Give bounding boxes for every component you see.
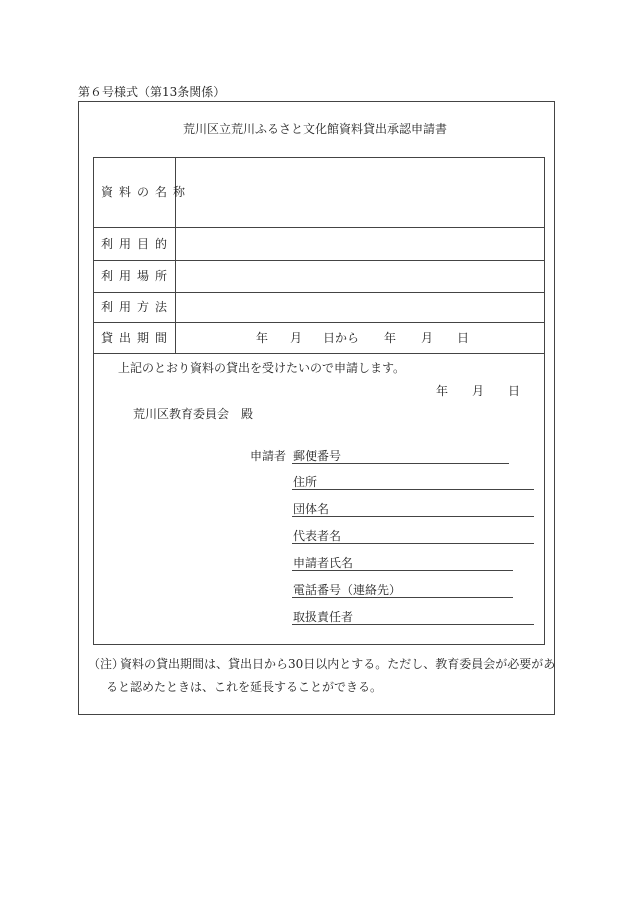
- material-name-field[interactable]: [176, 158, 544, 227]
- applicant-name-underline[interactable]: [292, 570, 513, 571]
- place-field[interactable]: [176, 261, 544, 292]
- period-day-from: 日から: [323, 331, 360, 345]
- note-line-1: 資料の貸出期間は、貸出日から30日以内とする。ただし、教育委員会が必要があ: [120, 657, 556, 671]
- phone-underline[interactable]: [292, 597, 513, 598]
- form-title: 荒川区立荒川ふるさと文化館資料貸出承認申請書: [182, 122, 447, 136]
- label-purpose: 利用目的: [101, 237, 174, 251]
- period-month-start: 月: [290, 331, 303, 345]
- organization-label: 団体名: [293, 502, 330, 516]
- address-label: 住所: [293, 475, 318, 489]
- note-marker: （注）: [88, 657, 125, 671]
- label-material-name: 資料の名称: [101, 185, 192, 199]
- address-underline[interactable]: [292, 489, 534, 490]
- date-month: 月: [472, 384, 485, 398]
- method-field[interactable]: [176, 293, 544, 322]
- label-period: 貸出期間: [101, 331, 174, 345]
- row-divider: [93, 353, 545, 354]
- postal-code-label: 郵便番号: [293, 449, 342, 463]
- applicant-name-label: 申請者氏名: [293, 556, 354, 570]
- period-year-end: 年: [384, 331, 397, 345]
- label-method: 利用方法: [101, 300, 174, 314]
- organization-underline[interactable]: [292, 516, 534, 517]
- period-year-start: 年: [256, 331, 269, 345]
- addressee: 荒川区教育委員会 殿: [133, 407, 254, 421]
- date-day: 日: [508, 384, 521, 398]
- handler-underline[interactable]: [292, 624, 534, 625]
- form-number: 第６号様式（第13条関係）: [78, 85, 226, 99]
- applicant-label: 申請者: [250, 449, 287, 463]
- representative-label: 代表者名: [293, 529, 342, 543]
- label-place: 利用場所: [101, 269, 174, 283]
- purpose-field[interactable]: [176, 228, 544, 260]
- period-month-end: 月: [421, 331, 434, 345]
- period-day-end: 日: [457, 331, 470, 345]
- note-line-2: ると認めたときは、これを延長することができる。: [106, 680, 383, 694]
- row-divider: [93, 322, 545, 323]
- phone-label: 電話番号（連絡先）: [293, 583, 402, 597]
- application-statement: 上記のとおり資料の貸出を受けたいので申請します。: [118, 361, 406, 375]
- postal-code-underline[interactable]: [292, 463, 509, 464]
- representative-underline[interactable]: [292, 543, 534, 544]
- handler-label: 取扱責任者: [293, 610, 354, 624]
- date-year: 年: [436, 384, 449, 398]
